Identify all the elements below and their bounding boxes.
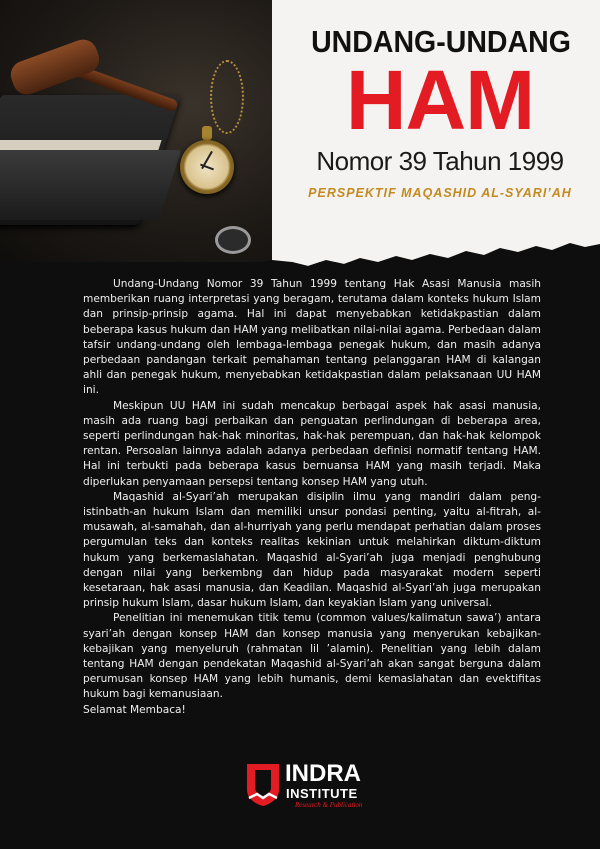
paragraph-2: Meskipun UU HAM ini sudah mencakup berbagai aspek hak asasi manusia, masih ada ruang bagi perbaikan dan penguatan perlindungan di beberapa area, seperti perlindungan hak-hak minoritas, hak-hak perempuan, dan hak-hak kelompok rentan. Persoalan lainnya adalah adanya perbedaan definisi normatif tentang HAM. Hal ini terbukti pada beberapa kasus bernuansa HAM yang masih terjadi. Maka diperlukan penyamaan persepsi tentang konsep HAM yang utuh. xyxy=(83,399,541,488)
paragraph-1: Undang-Undang Nomor 39 Tahun 1999 tentang Hak Asasi Manusia masih memberikan ruang interpretasi yang beragam, terutama dalam konteks hukum Islam dan prinsip-prinsip agama. Hal ini dapat menyebabkan ketidakpastian dalam beberapa kasus hukum dan HAM yang melibatkan nilai-nilai agama. Perbedaan dalam tafsir undang-undang oleh lembaga-lembaga penegak hukum, dan masih adanya perbedaan pandangan terkait pemahaman tentang pelanggaran HAM di kalangan ahli dan penegak hukum, menyebabkan ketidakpastian dalam pelaksanaan UU HAM ini. xyxy=(83,278,541,397)
paragraph-4: Penelitian ini menemukan titik temu (common values/kalimatun sawa’) antara syari’ah dengan konsep HAM dan konsep manusia yang menyerukan kebajikan-kebajikan yang menyeluruh (rahmatan lil ’alamin). Penelitian yang lebih dalam tentang HAM dengan pendekatan Maqashid al-Syari’ah akan sangat berguna dalam perumusan konsep HAM yang lebih humanis, demi kemaslahatan dan evektifitas hukum bagi kemanusiaan. xyxy=(83,612,541,701)
synopsis-text xyxy=(83,277,541,718)
logo-tagline: Research & Publication xyxy=(295,801,363,809)
subtitle: PERSPEKTIF MAQASHID AL-SYARI’AH xyxy=(308,186,572,200)
title-line-3: Nomor 39 Tahun 1999 xyxy=(316,146,564,176)
book-pages-icon xyxy=(0,140,162,150)
torn-paper-edge xyxy=(0,200,600,280)
indra-logo-icon xyxy=(243,762,283,808)
title-line-1: UNDANG-UNDANG xyxy=(311,24,571,59)
title-line-2: HAM xyxy=(345,53,535,147)
publisher-logo xyxy=(243,760,373,820)
closing-line: Selamat Membaca! xyxy=(83,703,186,716)
watch-chain-icon xyxy=(210,60,244,134)
logo-name: INDRA xyxy=(285,760,361,787)
paragraph-3: Maqashid al-Syari’ah merupakan disiplin ilmu yang mandiri dalam peng-istinbath-an hukum Islam dan memiliki unsur pondasi penting, yaitu al-fitrah, al-musawah, al-samahah, dan al-hurriyah yang perlu mendapat perhatian dalam proses pergumulan teks dan konteks realitas kekinian untuk melahirkan diktum-diktum hukum yang berkemaslahatan. Maqashid al-Syari’ah juga menjadi penghubung dengan nilai yang berkembng dan hidup pada masyarakat modern seperti kesetaraan, hak asasi manusia, dan Keadilan. Maqashid al-Syari’ah juga merupakan prinsip hukum Islam, dasar hukum Islam, dan keyakian Islam yang universal. xyxy=(83,490,541,610)
logo-sub: INSTITUTE xyxy=(286,786,358,801)
watch-crown-icon xyxy=(202,126,212,140)
gavel-icon xyxy=(7,36,103,99)
